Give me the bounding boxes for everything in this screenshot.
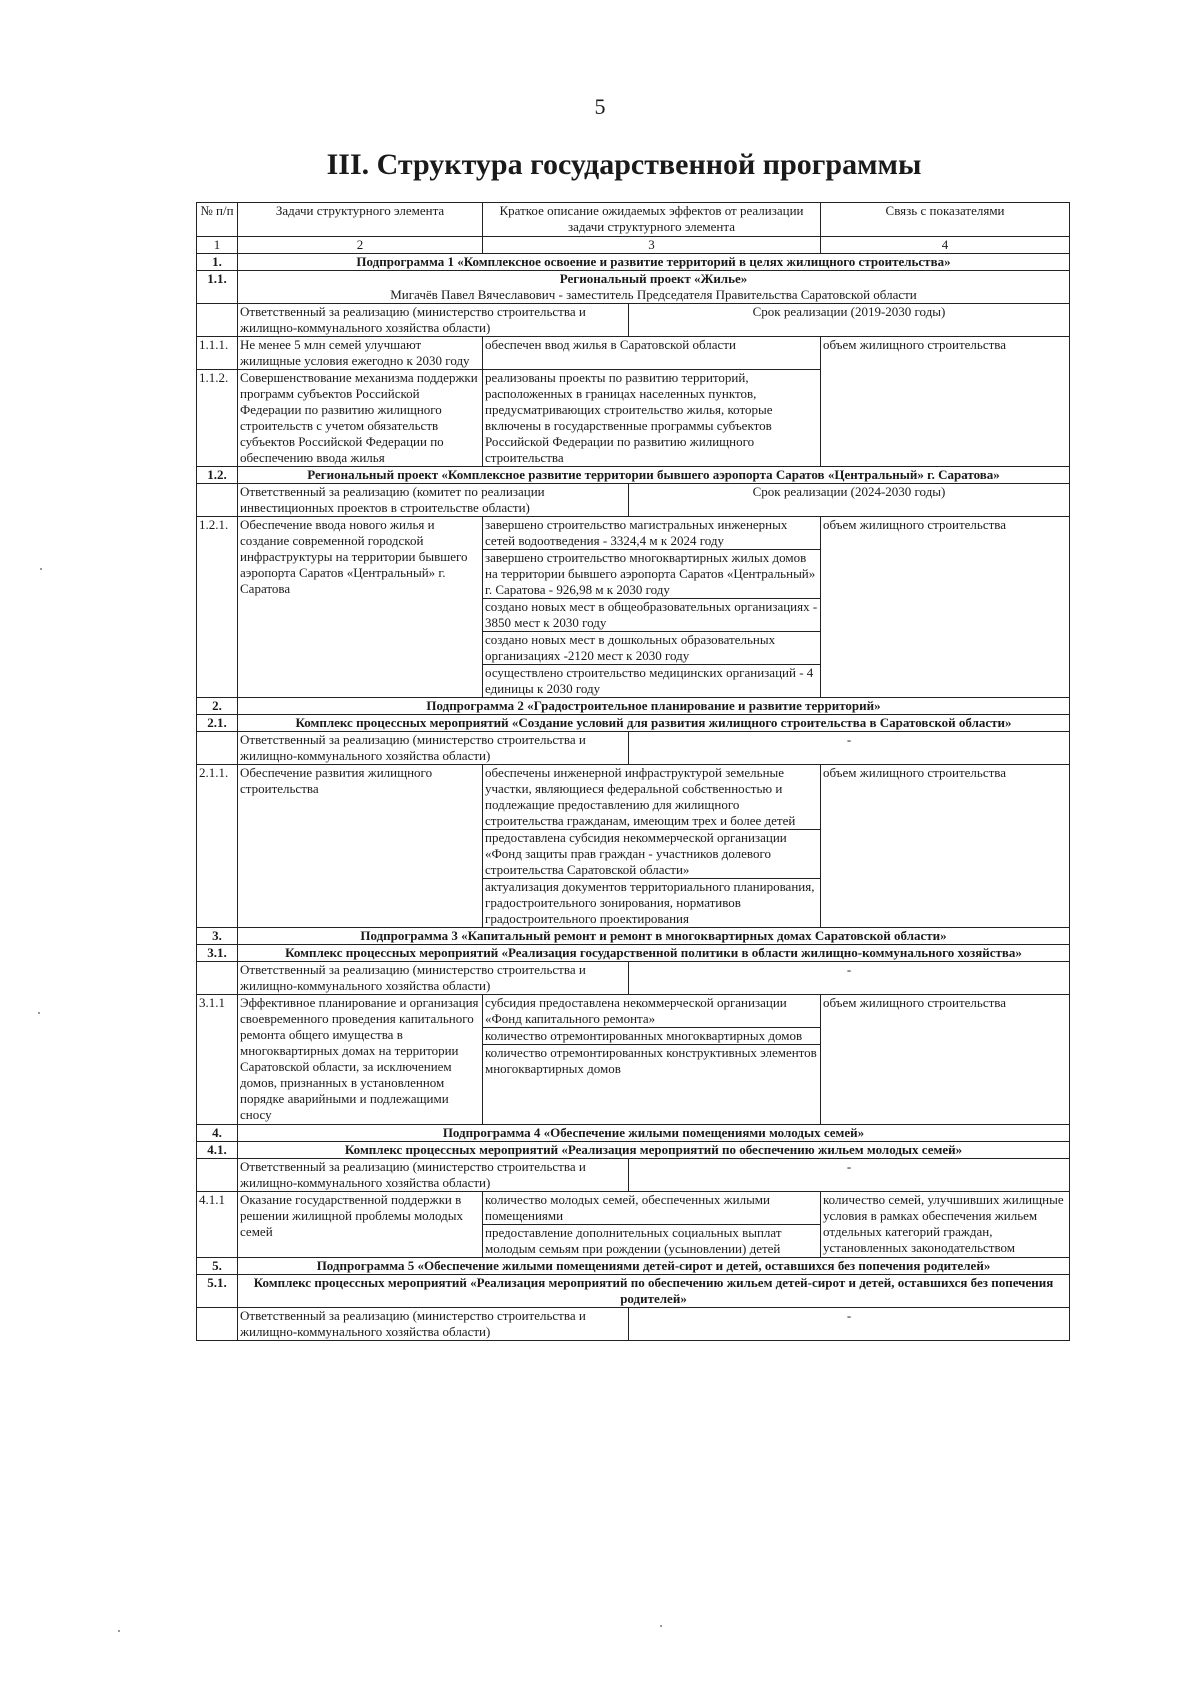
effect-cell: создано новых мест в общеобразовательных организациях - 3850 мест к 2030 году — [483, 599, 821, 632]
responsible-cell: Ответственный за реализацию (комитет по реализации инвестиционных проектов в строительстве области) — [238, 484, 629, 517]
column-number-row — [197, 237, 1070, 254]
header-num: № п/п — [197, 203, 238, 237]
task-cell: Не менее 5 млн семей улучшают жилищные условия ежегодно к 2030 году — [238, 337, 483, 370]
section-row — [197, 254, 1070, 271]
section-row — [197, 928, 1070, 945]
responsible-row — [197, 484, 1070, 517]
section-number: 1.1. — [197, 271, 238, 304]
indicator-cell: объем жилищного строительства — [821, 995, 1070, 1125]
responsible-row — [197, 304, 1070, 337]
effect-cell: актуализация документов территориального планирования, градостроительного зонирования, нормативов градостроительного проектирования — [483, 879, 821, 928]
section-number: 2.1. — [197, 715, 238, 732]
section-number: 5. — [197, 1258, 238, 1275]
task-number: 1.2.1. — [197, 517, 238, 698]
task-number: 2.1.1. — [197, 765, 238, 928]
project-curator: Мигачёв Павел Вячеславович - заместитель Председателя Правительства Саратовской области — [390, 287, 917, 302]
col-number: 3 — [483, 237, 821, 254]
responsible-row — [197, 1159, 1070, 1192]
header-tasks: Задачи структурного элемента — [238, 203, 483, 237]
section-title: Комплекс процессных мероприятий «Создание условий для развития жилищного строительства в Саратовской области» — [238, 715, 1070, 732]
section-title: Подпрограмма 5 «Обеспечение жилыми помещениями детей-сирот и детей, оставшихся без попечения родителей» — [238, 1258, 1070, 1275]
task-number: 1.1.1. — [197, 337, 238, 370]
section-title: Подпрограмма 2 «Градостроительное планирование и развитие территорий» — [238, 698, 1070, 715]
section-title: Комплекс процессных мероприятий «Реализация мероприятий по обеспечению жильем детей-сирот и детей, оставшихся без попечения родителей» — [238, 1275, 1070, 1308]
responsible-cell: Ответственный за реализацию (министерство строительства и жилищно-коммунального хозяйства области) — [238, 304, 629, 337]
empty-cell — [197, 1159, 238, 1192]
effect-cell: создано новых мест в дошкольных образовательных организациях -2120 мест к 2030 году — [483, 632, 821, 665]
effect-cell: обеспечены инженерной инфраструктурой земельные участки, являющиеся федеральной собственностью и подлежащие предоставлению для жилищного строительства гражданам, имеющим трех и более детей — [483, 765, 821, 830]
task-cell: Обеспечение развития жилищного строительства — [238, 765, 483, 928]
task-cell: Эффективное планирование и организация своевременного проведения капитального ремонта общего имущества в многоквартирных домах на территории Саратовской области, за исключением домов, признанных в установленном порядке аварийными и подлежащими сносу — [238, 995, 483, 1125]
effect-cell: субсидия предоставлена некоммерческой организации «Фонд капитального ремонта» — [483, 995, 821, 1028]
section-number: 4.1. — [197, 1142, 238, 1159]
section-title: Подпрограмма 1 «Комплексное освоение и развитие территорий в целях жилищного строительства» — [238, 254, 1070, 271]
task-cell: Обеспечение ввода нового жилья и создание современной городской инфраструктуры на территории бывшего аэропорта Саратов «Центральный» г. Саратова — [238, 517, 483, 698]
section-title: Региональный проект «Жилье» — [559, 271, 748, 286]
task-number: 4.1.1 — [197, 1192, 238, 1258]
section-title: Комплекс процессных мероприятий «Реализация мероприятий по обеспечению жильем молодых семей» — [238, 1142, 1070, 1159]
section-row — [197, 715, 1070, 732]
section-number: 3.1. — [197, 945, 238, 962]
section-number: 1. — [197, 254, 238, 271]
section-title: Региональный проект «Комплексное развитие территории бывшего аэропорта Саратов «Центральный» г. Саратова» — [238, 467, 1070, 484]
responsible-cell: Ответственный за реализацию (министерство строительства и жилищно-коммунального хозяйства области) — [238, 1308, 629, 1341]
effect-cell: завершено строительство магистральных инженерных сетей водоотведения - 3324,4 м к 2024 году — [483, 517, 821, 550]
empty-cell — [197, 732, 238, 765]
task-row — [197, 1192, 1070, 1225]
task-row — [197, 995, 1070, 1028]
effect-cell: реализованы проекты по развитию территорий, расположенных в границах населенных пунктов, предусматривающих строительство жилья, которые включены в государственные программы субъектов Российской Федерации по развитию жилищного строительства — [483, 370, 821, 467]
term-cell: - — [629, 1159, 1070, 1192]
page-number: 5 — [594, 94, 606, 119]
scan-speck — [660, 1625, 662, 1627]
section-row — [197, 945, 1070, 962]
responsible-cell: Ответственный за реализацию (министерство строительства и жилищно-коммунального хозяйства области) — [238, 732, 629, 765]
page-title: III. Структура государственной программы — [326, 148, 922, 181]
indicator-cell: объем жилищного строительства — [821, 517, 1070, 698]
term-cell: - — [629, 962, 1070, 995]
effect-cell: количество отремонтированных конструктивных элементов многоквартирных домов — [483, 1045, 821, 1125]
scan-speck — [38, 1012, 40, 1014]
effect-cell: осуществлено строительство медицинских организаций - 4 единицы к 2030 году — [483, 665, 821, 698]
col-number: 4 — [821, 237, 1070, 254]
section-number: 2. — [197, 698, 238, 715]
responsible-row — [197, 1308, 1070, 1341]
responsible-row — [197, 962, 1070, 995]
col-number: 2 — [238, 237, 483, 254]
effect-cell: обеспечен ввод жилья в Саратовской области — [483, 337, 821, 370]
term-cell: - — [629, 1308, 1070, 1341]
effect-cell: предоставление дополнительных социальных выплат молодым семьям при рождении (усыновлении) детей — [483, 1225, 821, 1258]
term-cell: - — [629, 732, 1070, 765]
section-row — [197, 467, 1070, 484]
section-title: Подпрограмма 4 «Обеспечение жилыми помещениями молодых семей» — [238, 1125, 1070, 1142]
section-title: Подпрограмма 3 «Капитальный ремонт и ремонт в многоквартирных домах Саратовской области» — [238, 928, 1070, 945]
program-structure-table — [196, 202, 1070, 1341]
effect-cell: количество отремонтированных многоквартирных домов — [483, 1028, 821, 1045]
responsible-cell: Ответственный за реализацию (министерство строительства и жилищно-коммунального хозяйства области) — [238, 962, 629, 995]
section-row — [197, 271, 1070, 304]
section-row — [197, 1125, 1070, 1142]
task-number: 1.1.2. — [197, 370, 238, 467]
col-number: 1 — [197, 237, 238, 254]
section-title: Комплекс процессных мероприятий «Реализация государственной политики в области жилищно-коммунального хозяйства» — [238, 945, 1070, 962]
term-cell: Срок реализации (2024-2030 годы) — [629, 484, 1070, 517]
task-row — [197, 337, 1070, 370]
table-header-row — [197, 203, 1070, 237]
section-row — [197, 1142, 1070, 1159]
responsible-cell: Ответственный за реализацию (министерство строительства и жилищно-коммунального хозяйства области) — [238, 1159, 629, 1192]
scan-speck — [118, 1630, 120, 1632]
indicator-cell: объем жилищного строительства — [821, 765, 1070, 928]
section-number: 3. — [197, 928, 238, 945]
section-title-block — [238, 271, 1070, 304]
section-number: 4. — [197, 1125, 238, 1142]
responsible-row — [197, 732, 1070, 765]
task-row — [197, 765, 1070, 830]
empty-cell — [197, 484, 238, 517]
header-link: Связь с показателями — [821, 203, 1070, 237]
task-row — [197, 517, 1070, 550]
section-number: 5.1. — [197, 1275, 238, 1308]
term-cell: Срок реализации (2019-2030 годы) — [629, 304, 1070, 337]
effect-cell: количество молодых семей, обеспеченных жилыми помещениями — [483, 1192, 821, 1225]
section-row — [197, 698, 1070, 715]
header-effects: Краткое описание ожидаемых эффектов от реализации задачи структурного элемента — [483, 203, 821, 237]
scan-speck — [40, 568, 42, 570]
section-row — [197, 1258, 1070, 1275]
indicator-cell: объем жилищного строительства — [821, 337, 1070, 467]
section-number: 1.2. — [197, 467, 238, 484]
empty-cell — [197, 304, 238, 337]
task-number: 3.1.1 — [197, 995, 238, 1125]
section-row — [197, 1275, 1070, 1308]
empty-cell — [197, 1308, 238, 1341]
effect-cell: предоставлена субсидия некоммерческой организации «Фонд защиты прав граждан - участников долевого строительства Саратовской области» — [483, 830, 821, 879]
task-cell: Оказание государственной поддержки в решении жилищной проблемы молодых семей — [238, 1192, 483, 1258]
task-cell: Совершенствование механизма поддержки программ субъектов Российской Федерации по развитию жилищного строительств с учетом обязательств субъектов Российской Федерации по обеспечению ввода жилья — [238, 370, 483, 467]
indicator-cell: количество семей, улучшивших жилищные условия в рамках обеспечения жильем отдельных категорий граждан, установленных законодательством — [821, 1192, 1070, 1258]
empty-cell — [197, 962, 238, 995]
effect-cell: завершено строительство многоквартирных жилых домов на территории бывшего аэропорта Саратов «Центральный» г. Саратова - 926,98 м к 2030 году — [483, 550, 821, 599]
